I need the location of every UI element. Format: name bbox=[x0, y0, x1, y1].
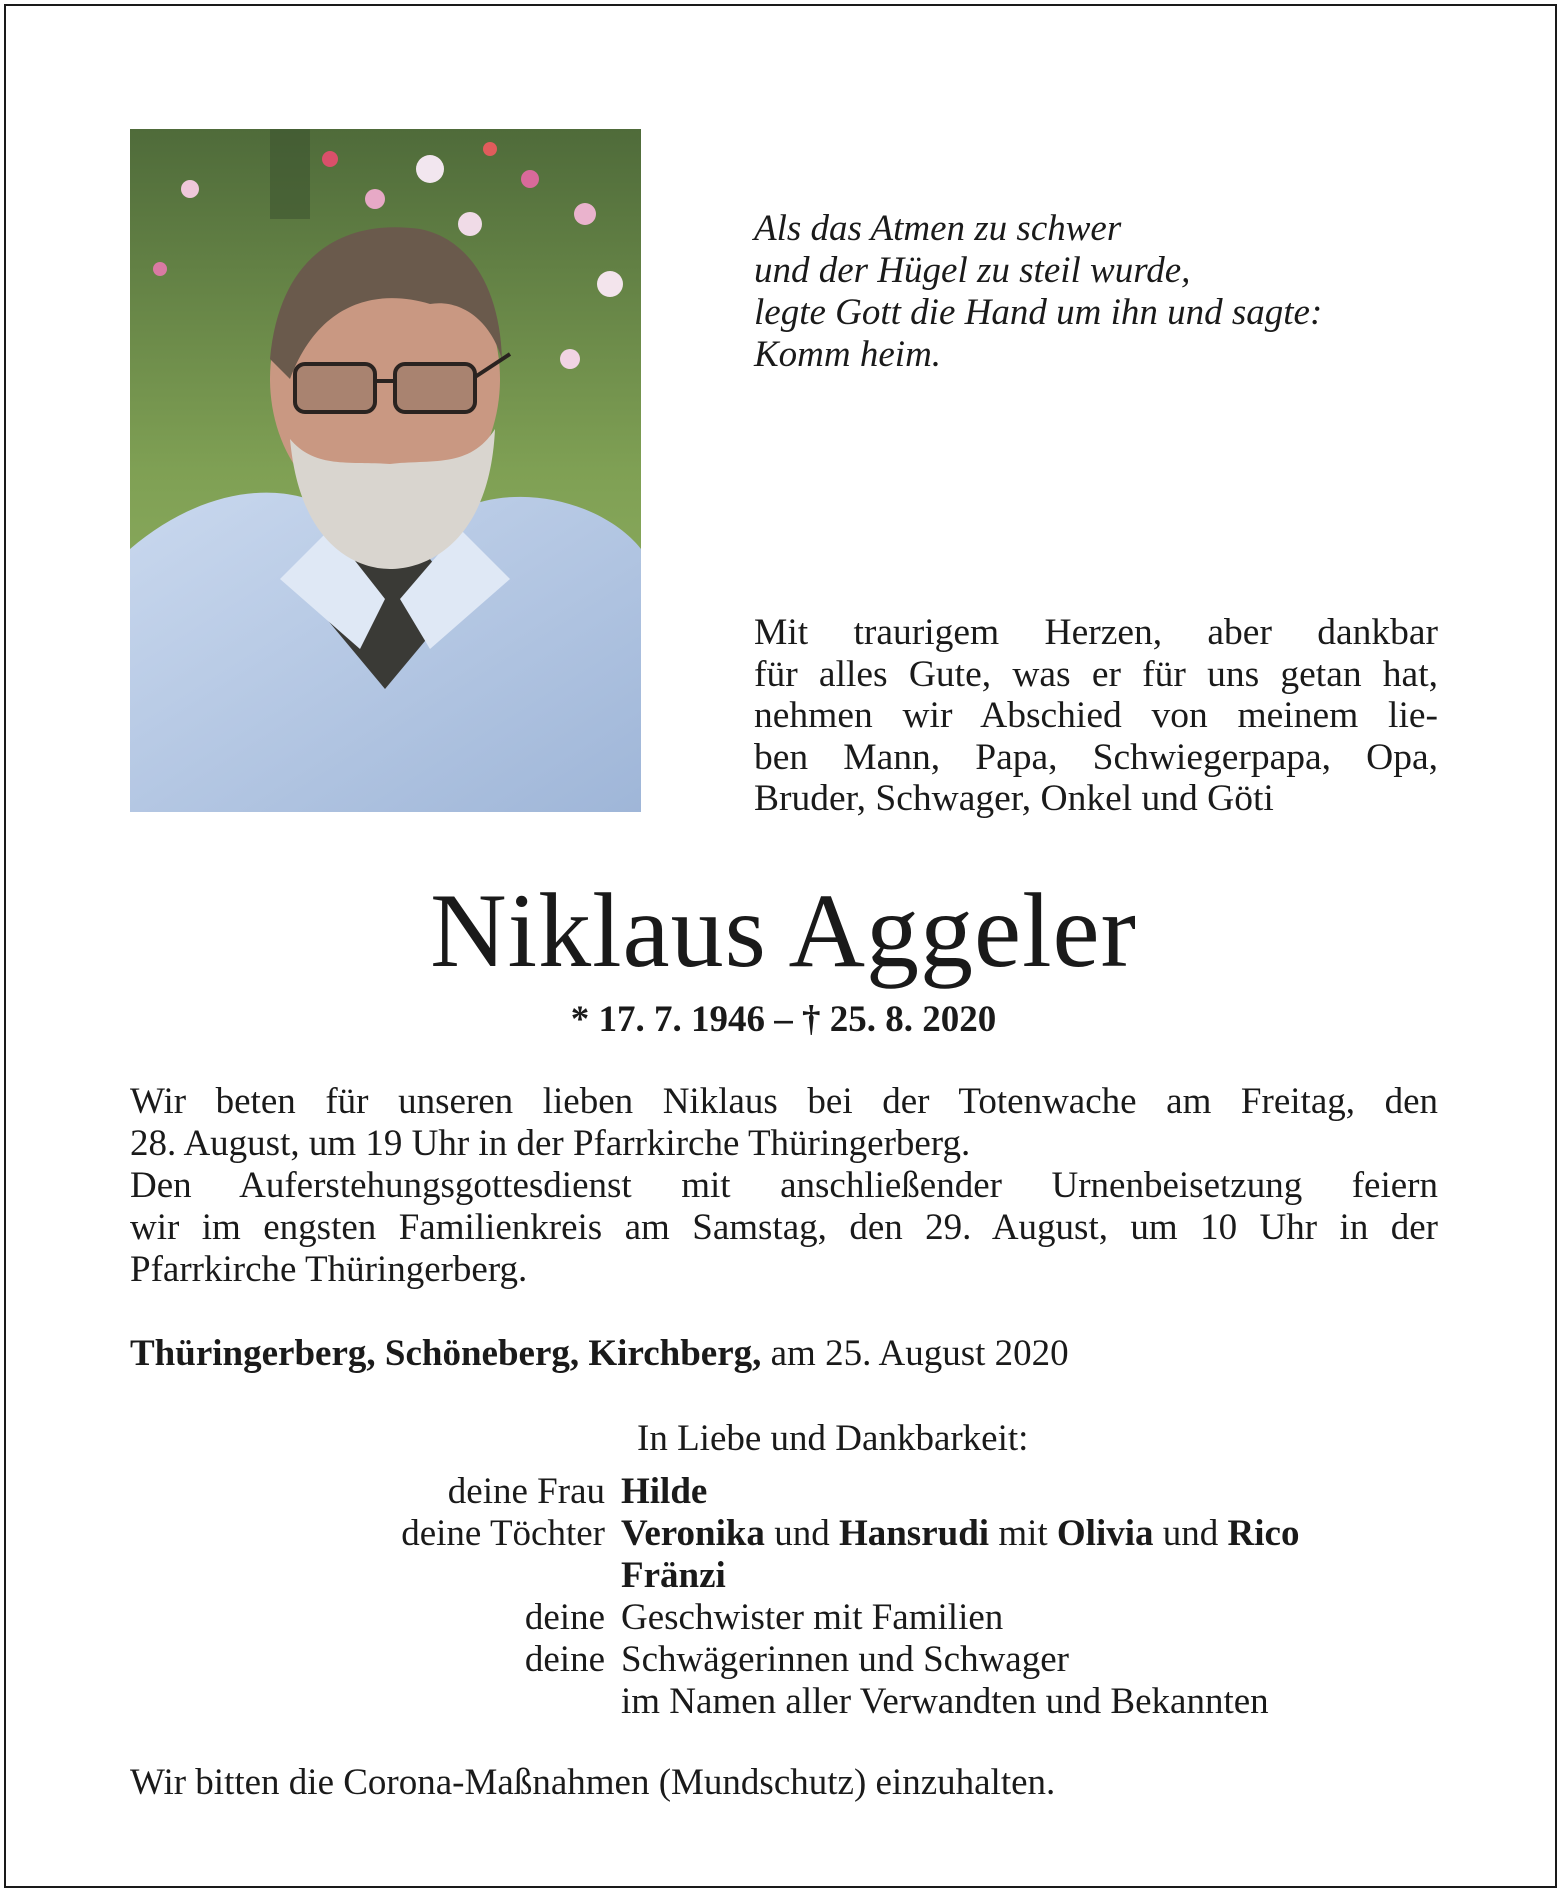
intro-line: Bruder, Schwager, Onkel und Göti bbox=[754, 778, 1274, 819]
siblings: Geschwister mit Familien bbox=[621, 1597, 1004, 1638]
conjunction: mit bbox=[989, 1513, 1057, 1554]
body-line: 28. August, um 19 Uhr in der Pfarrkirche Thüringerberg. bbox=[130, 1123, 971, 1164]
intro-line: ben Mann, Papa, Schwiegerpapa, Opa, bbox=[754, 736, 1438, 778]
service-announcement bbox=[130, 1081, 1438, 1291]
corona-note: Wir bitten die Corona-Maßnahmen (Mundschutz) einzuhalten. bbox=[130, 1762, 1056, 1803]
portrait-photo bbox=[130, 129, 641, 812]
intro-line: für alles Gute, was er für uns getan hat, bbox=[754, 653, 1438, 695]
intro-text bbox=[754, 612, 1438, 820]
wife-label: deine Frau bbox=[447, 1471, 605, 1512]
intro-line: nehmen wir Abschied von meinem lie- bbox=[754, 695, 1438, 736]
daughters-label: deine Töchter bbox=[401, 1513, 605, 1554]
signature-row bbox=[130, 1681, 1450, 1723]
daughter-1: Veronika bbox=[621, 1513, 765, 1554]
daughter-1-partner: Hansrudi bbox=[838, 1513, 990, 1554]
poem-line: Als das Atmen zu schwer bbox=[754, 208, 1122, 249]
body-line: Wir beten für unseren lieben Niklaus bei der Totenwache am Freitag, den bbox=[130, 1081, 1438, 1122]
poem-line: und der Hügel zu steil wurde, bbox=[754, 250, 1191, 291]
inlaws-label: deine bbox=[524, 1639, 605, 1680]
signature-block bbox=[130, 1471, 1450, 1723]
relatives: im Namen aller Verwandten und Bekannten bbox=[621, 1681, 1269, 1722]
inlaws: Schwägerinnen und Schwager bbox=[621, 1639, 1069, 1680]
intro-line: Mit traurigem Herzen, aber dankbar bbox=[754, 612, 1438, 653]
life-dates: * 17. 7. 1946 – † 25. 8. 2020 bbox=[570, 999, 997, 1040]
signature-row bbox=[130, 1471, 1450, 1513]
signature-row bbox=[130, 1555, 1450, 1597]
grandchild-1: Olivia bbox=[1056, 1513, 1154, 1554]
place-towns: Thüringerberg, Schöneberg, Kirchberg, bbox=[130, 1333, 762, 1374]
place-and-date bbox=[130, 1333, 1069, 1375]
deceased-name: Niklaus Aggeler bbox=[430, 872, 1137, 989]
place-date: am 25. August 2020 bbox=[761, 1333, 1069, 1374]
signature-title: In Liebe und Dankbarkeit: bbox=[637, 1418, 1029, 1459]
body-line: Den Auferstehungsgottesdienst mit anschließender Urnenbeisetzung feiern bbox=[130, 1165, 1438, 1206]
wife-name: Hilde bbox=[621, 1471, 708, 1512]
poem-line: legte Gott die Hand um ihn und sagte: bbox=[754, 292, 1323, 333]
signature-row bbox=[130, 1639, 1450, 1681]
body-line: wir im engsten Familienkreis am Samstag, den 29. August, um 10 Uhr in der bbox=[130, 1207, 1438, 1248]
siblings-label: deine bbox=[524, 1597, 605, 1638]
poem bbox=[754, 208, 1454, 376]
signature-row bbox=[130, 1597, 1450, 1639]
conjunction: und bbox=[1153, 1513, 1228, 1554]
conjunction: und bbox=[764, 1513, 839, 1554]
signature-row bbox=[130, 1513, 1450, 1555]
grandchild-2: Rico bbox=[1227, 1513, 1300, 1554]
poem-line: Komm heim. bbox=[754, 334, 942, 375]
daughter-2: Fränzi bbox=[621, 1555, 726, 1596]
body-line: Pfarrkirche Thüringerberg. bbox=[130, 1249, 528, 1290]
